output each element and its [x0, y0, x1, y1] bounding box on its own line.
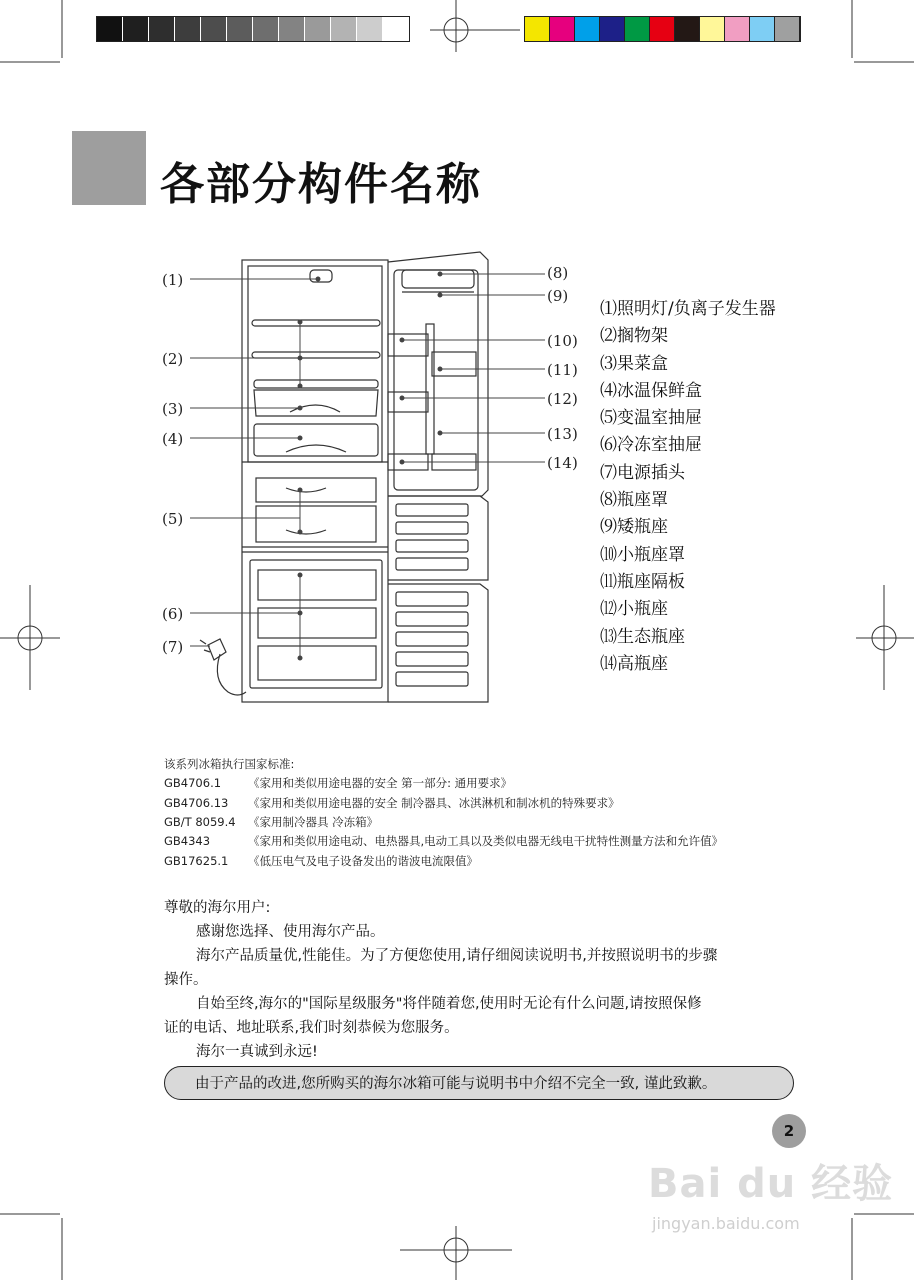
light-icon: [310, 270, 332, 282]
callout-14: (14): [547, 454, 578, 472]
parts-list-item: ⒀生态瓶座: [600, 626, 685, 647]
callout-2: (2): [162, 350, 184, 368]
standard-row: [164, 775, 512, 791]
parts-list-item: ⑶果菜盒: [600, 353, 668, 374]
callout-6: (6): [162, 605, 184, 623]
watermark-url: jingyan.baidu.com: [652, 1214, 800, 1233]
bottle-divider: [426, 324, 434, 454]
parts-list-item: ⑹冷冻室抽屉: [600, 435, 702, 456]
parts-list-item: ⑴照明灯/负离子发生器: [600, 299, 776, 319]
callout-13: (13): [547, 425, 578, 443]
parts-list-item: ⑺电源插头: [600, 462, 685, 483]
standard-code: GB4706.1: [164, 776, 222, 790]
standard-code: GB/T 8059.4: [164, 815, 236, 829]
standard-row: [164, 853, 478, 869]
standard-name: 《家用和类似用途电器的安全 第一部分: 通用要求》: [248, 776, 513, 790]
parts-list-item: ⑼矮瓶座: [600, 517, 668, 538]
parts-list-item: ⑵搁物架: [600, 326, 668, 347]
callout-4: (4): [162, 430, 184, 448]
standard-name: 《低压电气及电子设备发出的谐波电流限值》: [248, 854, 478, 868]
callout-3: (3): [162, 400, 184, 418]
callout-7: (7): [162, 638, 184, 656]
letter-greeting: 尊敬的海尔用户:: [164, 900, 271, 916]
callout-9: (9): [547, 287, 569, 305]
letter-paragraph: 海尔产品质量优,性能佳。为了方便您使用,请仔细阅读说明书,并按照说明书的步骤: [196, 948, 718, 964]
letter-paragraph: 证的电话、地址联系,我们时刻恭候为您服务。: [164, 1020, 459, 1036]
standards-title: 该系列冰箱执行国家标准:: [164, 757, 295, 771]
watermark-brand: Bai du 经验: [648, 1161, 894, 1207]
variable-drawer: [256, 478, 376, 502]
callout-11: (11): [547, 361, 578, 379]
freezer-drawer: [258, 646, 376, 680]
standard-code: GB17625.1: [164, 854, 229, 868]
callout-8: (8): [547, 264, 569, 282]
title-gray-block: [72, 131, 146, 205]
standard-row: [164, 814, 378, 830]
callout-12: (12): [547, 390, 578, 408]
parts-list-item: ⑿小瓶座: [600, 599, 668, 620]
standard-code: GB4706.13: [164, 796, 229, 810]
letter-paragraph: 感谢您选择、使用海尔产品。: [196, 924, 385, 940]
letter-paragraph: 海尔一真诚到永远!: [196, 1044, 318, 1060]
refrigerator-diagram: [150, 240, 590, 710]
standard-code: GB4343: [164, 834, 211, 848]
eco-bottle-holder: [432, 352, 476, 376]
parts-list-item: ⑻瓶座罩: [600, 490, 668, 511]
fridge-door: [388, 252, 488, 496]
shelf: [252, 352, 380, 358]
parts-list-item: ⑸变温室抽屉: [600, 408, 702, 429]
standard-row: [164, 795, 620, 811]
letter-paragraph: 自始至终,海尔的"国际星级服务"将伴随着您,使用时无论有什么问题,请按照保修: [196, 996, 702, 1012]
crisper-drawer: [254, 390, 378, 416]
parts-list-item: ⒁高瓶座: [600, 653, 668, 674]
page-number: 2: [772, 1114, 806, 1148]
chiller-box: [254, 424, 378, 456]
callout-10: (10): [547, 332, 578, 350]
letter-paragraph: 操作。: [164, 972, 208, 988]
standard-name: 《家用和类似用途电动、电热器具,电动工具以及类似电器无线电干扰特性测量方法和允许值》: [248, 834, 724, 848]
shelf: [252, 320, 380, 326]
parts-list-item: ⑷冰温保鲜盒: [600, 380, 702, 401]
standard-row: [164, 833, 723, 849]
parts-list-item: ⑾瓶座隔板: [600, 571, 685, 592]
standard-name: 《家用制冷器具 冷冻箱》: [248, 815, 379, 829]
parts-list-item: ⑽小瓶座罩: [600, 544, 685, 565]
standard-name: 《家用和类似用途电器的安全 制冷器具、冰淇淋机和制冰机的特殊要求》: [248, 796, 620, 810]
freezer-drawer: [258, 570, 376, 600]
power-plug-icon: [208, 639, 226, 660]
variable-drawer: [256, 506, 376, 542]
parts-list: [600, 296, 776, 678]
notice-banner: 由于产品的改进,您所购买的海尔冰箱可能与说明书中介绍不完全一致, 谨此致歉。: [164, 1066, 794, 1100]
page-title: 各部分构件名称: [160, 159, 482, 210]
callout-1: (1): [162, 271, 184, 289]
callout-5: (5): [162, 510, 184, 528]
